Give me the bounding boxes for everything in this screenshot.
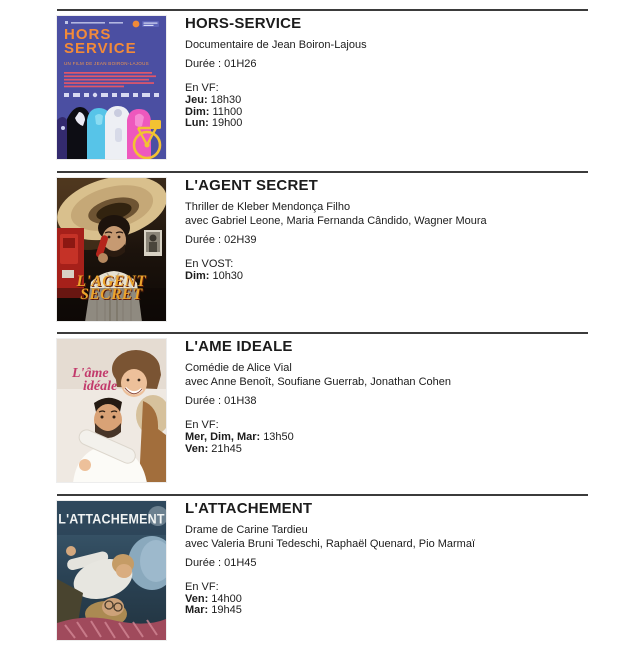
showtime-days: Mar:: [185, 604, 209, 616]
showtime-days: Dim:: [185, 105, 210, 118]
movie-title[interactable]: HORS-SERVICE: [185, 15, 302, 32]
movie-poster-attachement[interactable]: [57, 501, 166, 640]
movie-row-attachement: [57, 494, 588, 652]
movie-poster-agent-secret[interactable]: [57, 178, 166, 321]
poster-title-text: L'âme idéale: [72, 366, 118, 394]
movie-genre-director: Drame de Carine Tardieu avec Valeria Bruni Tedeschi, Raphaël Quenard, Pio Marmaï: [185, 523, 588, 551]
movie-duration: Durée : 02H39: [185, 233, 257, 246]
movie-cast: avec Gabriel Leone, Maria Fernanda Cândido, Wagner Moura: [185, 214, 487, 227]
movie-info: [185, 339, 588, 494]
movie-info: [185, 16, 588, 171]
movie-duration: Durée : 01H45: [185, 556, 257, 569]
showtime-days: Jeu:: [185, 94, 208, 106]
movie-row-agent-secret: [57, 171, 588, 333]
showtime-days: Lun:: [185, 117, 209, 129]
movie-genre-director: Documentaire de Jean Boiron-Lajous: [185, 39, 367, 51]
movie-version: En VOST:: [185, 257, 234, 270]
movie-row-ame-ideale: [57, 332, 588, 494]
poster-title-text: L'AGENT SECRET: [76, 272, 147, 303]
movie-info: [185, 501, 588, 652]
movie-version: En VF:: [185, 82, 219, 94]
showtime-time: 21h45: [211, 442, 242, 455]
movie-title[interactable]: L'AGENT SECRET: [185, 176, 319, 194]
movie-genre-director: Comédie de Alice Vial avec Anne Benoît, Soufiane Guerrab, Jonathan Cohen: [185, 361, 588, 389]
showtime-time: 10h30: [212, 269, 244, 282]
movie-duration: Durée : 01H26: [185, 58, 257, 70]
poster-title-text: HORS SERVICE: [64, 26, 137, 57]
showtime-line: [185, 605, 588, 617]
movie-title[interactable]: L'ATTACHEMENT: [185, 499, 313, 517]
showtime-days: Mer, Dim, Mar:: [185, 431, 261, 443]
movie-cast: avec Anne Benoît, Soufiane Guerrab, Jonathan Cohen: [185, 376, 452, 388]
showtime-days: Dim:: [185, 269, 210, 282]
showtime-line: [185, 95, 588, 107]
movie-genre-director: Thriller de Kleber Mendonça Filho avec Gabriel Leone, Maria Fernanda Cândido, Wagner Moura: [185, 200, 588, 228]
movie-info: [185, 178, 588, 333]
showtime-days: Ven:: [185, 592, 209, 605]
showtime-time: 11h00: [212, 105, 243, 118]
showtime-time: 13h50: [263, 431, 294, 443]
movie-poster-ame-ideale[interactable]: [57, 339, 166, 482]
showtime-time: 19h45: [211, 604, 242, 616]
movie-row-hors-service: [57, 9, 588, 171]
showtime-days: Ven:: [185, 442, 209, 455]
showtime-time: 18h30: [210, 94, 242, 106]
showtime-line: [185, 444, 588, 456]
movie-version: En VF:: [185, 580, 219, 593]
showtime-line: [185, 432, 588, 444]
showtime-line: [185, 271, 588, 283]
ame-ideale-poster-art: [57, 339, 166, 482]
movie-version: En VF:: [185, 419, 219, 431]
movie-duration: Durée : 01H38: [185, 395, 257, 407]
poster-credit-text: UN FILM DE JEAN BOIRON-LAJOUS: [64, 61, 149, 66]
showtime-line: [185, 107, 588, 119]
poster-title-text: L'ATTACHEMENT: [58, 510, 165, 527]
showtime-line: [185, 118, 588, 130]
showtime-time: 19h00: [211, 117, 243, 129]
showtime-time: 14h00: [211, 592, 242, 605]
movie-cast: avec Valeria Bruni Tedeschi, Raphaël Quenard, Pio Marmaï: [185, 537, 476, 550]
showtime-line: [185, 594, 588, 606]
movie-poster-hors-service[interactable]: [57, 16, 166, 159]
movie-title[interactable]: L'AME IDEALE: [185, 338, 293, 355]
